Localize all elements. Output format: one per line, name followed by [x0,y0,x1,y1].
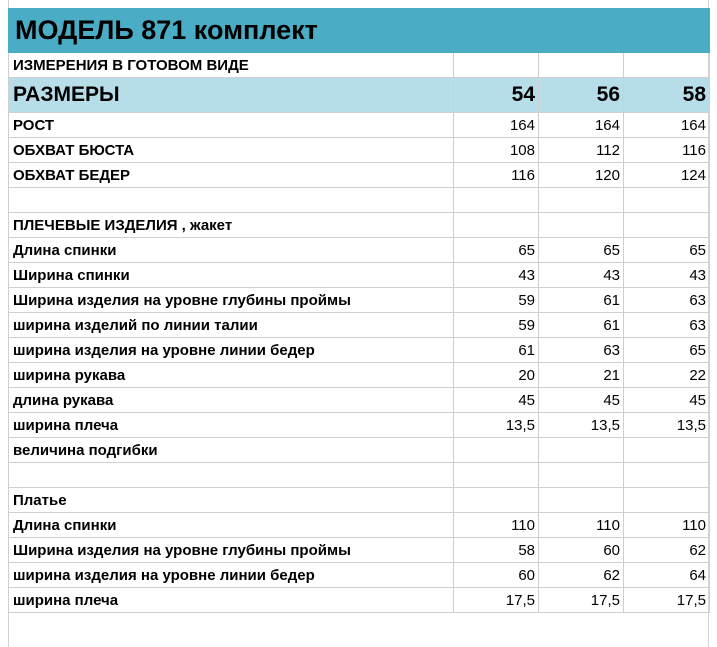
value-cell[interactable]: 63 [624,313,710,338]
value-cell[interactable] [454,488,539,513]
value-cell[interactable]: 43 [454,263,539,288]
row-label[interactable]: величина подгибки [9,438,454,463]
table-row [9,213,710,238]
row-label[interactable]: РОСТ [9,113,454,138]
value-cell[interactable]: 164 [454,113,539,138]
value-cell[interactable]: 17,5 [454,588,539,613]
value-cell[interactable] [539,438,624,463]
table-row [9,563,710,588]
value-cell[interactable]: 65 [454,238,539,263]
value-cell[interactable] [539,463,624,488]
value-cell[interactable]: 45 [624,388,710,413]
row-label[interactable]: ширина изделия на уровне линии бедер [9,563,454,588]
value-cell[interactable]: 61 [539,288,624,313]
value-cell[interactable] [454,463,539,488]
value-cell[interactable]: 22 [624,363,710,388]
measurements-table [8,8,710,613]
row-label[interactable]: ОБХВАТ БЮСТА [9,138,454,163]
value-cell[interactable]: 13,5 [454,413,539,438]
value-cell[interactable] [454,213,539,238]
value-cell[interactable] [539,188,624,213]
table-row [9,538,710,563]
value-cell[interactable] [539,213,624,238]
table-row [9,413,710,438]
row-label[interactable]: ширина рукава [9,363,454,388]
row-label[interactable]: ширина изделий по линии талии [9,313,454,338]
table-row [9,113,710,138]
value-cell[interactable]: 164 [624,113,710,138]
model-title[interactable]: МОДЕЛЬ 871 комплект [9,9,710,53]
value-cell[interactable]: 45 [539,388,624,413]
row-label[interactable] [9,463,454,488]
subtitle-cell[interactable]: ИЗМЕРЕНИЯ В ГОТОВОМ ВИДЕ [9,53,454,78]
value-cell[interactable]: 59 [454,288,539,313]
value-cell[interactable]: 164 [539,113,624,138]
table-row [9,288,710,313]
row-label[interactable]: ПЛЕЧЕВЫЕ ИЗДЕЛИЯ , жакет [9,213,454,238]
table-row [9,438,710,463]
subtitle-row [9,53,710,78]
value-cell[interactable]: 108 [454,138,539,163]
value-cell[interactable]: 116 [454,163,539,188]
value-cell[interactable]: 63 [539,338,624,363]
row-label[interactable]: длина рукава [9,388,454,413]
empty-cell[interactable] [539,53,624,78]
value-cell[interactable]: 64 [624,563,710,588]
empty-cell[interactable] [624,53,710,78]
value-cell[interactable]: 45 [454,388,539,413]
empty-cell[interactable] [454,53,539,78]
value-cell[interactable]: 61 [539,313,624,338]
value-cell[interactable]: 17,5 [624,588,710,613]
table-row [9,588,710,613]
value-cell[interactable] [539,488,624,513]
sizes-row [9,78,710,113]
row-label[interactable]: ширина плеча [9,588,454,613]
row-label[interactable] [9,188,454,213]
row-label[interactable]: ширина плеча [9,413,454,438]
value-cell[interactable]: 43 [624,263,710,288]
value-cell[interactable]: 112 [539,138,624,163]
value-cell[interactable]: 61 [454,338,539,363]
value-cell[interactable]: 65 [624,238,710,263]
value-cell[interactable]: 65 [624,338,710,363]
value-cell[interactable]: 110 [624,513,710,538]
table-row [9,313,710,338]
row-label[interactable]: ОБХВАТ БЕДЕР [9,163,454,188]
size-56[interactable]: 56 [539,78,624,113]
value-cell[interactable] [624,438,710,463]
row-label[interactable]: Платье [9,488,454,513]
value-cell[interactable]: 21 [539,363,624,388]
row-label[interactable]: Ширина спинки [9,263,454,288]
value-cell[interactable]: 65 [539,238,624,263]
value-cell[interactable] [454,438,539,463]
size-58[interactable]: 58 [624,78,710,113]
title-row [9,9,710,53]
row-label[interactable]: ширина изделия на уровне линии бедер [9,338,454,363]
table-row [9,488,710,513]
value-cell[interactable]: 63 [624,288,710,313]
value-cell[interactable]: 60 [454,563,539,588]
table-row [9,388,710,413]
value-cell[interactable] [624,488,710,513]
row-label[interactable]: Длина спинки [9,513,454,538]
row-label[interactable]: Ширина изделия на уровне глубины проймы [9,538,454,563]
value-cell[interactable]: 120 [539,163,624,188]
value-cell[interactable]: 110 [454,513,539,538]
size-54[interactable]: 54 [454,78,539,113]
value-cell[interactable]: 110 [539,513,624,538]
value-cell[interactable]: 59 [454,313,539,338]
table-row [9,163,710,188]
table-row [9,188,710,213]
value-cell[interactable]: 43 [539,263,624,288]
table-row [9,263,710,288]
row-label[interactable]: Длина спинки [9,238,454,263]
value-cell[interactable]: 58 [454,538,539,563]
value-cell[interactable]: 17,5 [539,588,624,613]
value-cell[interactable] [454,188,539,213]
value-cell[interactable]: 13,5 [539,413,624,438]
value-cell[interactable]: 62 [624,538,710,563]
table-row [9,513,710,538]
value-cell[interactable]: 116 [624,138,710,163]
table-row [9,338,710,363]
value-cell[interactable] [624,188,710,213]
value-cell[interactable]: 62 [539,563,624,588]
value-cell[interactable] [624,213,710,238]
value-cell[interactable]: 13,5 [624,413,710,438]
table-row [9,463,710,488]
value-cell[interactable]: 124 [624,163,710,188]
value-cell[interactable]: 60 [539,538,624,563]
row-label[interactable]: Ширина изделия на уровне глубины проймы [9,288,454,313]
sizes-label[interactable]: РАЗМЕРЫ [9,78,454,113]
table-row [9,238,710,263]
table-row [9,138,710,163]
table-row [9,363,710,388]
value-cell[interactable] [624,463,710,488]
value-cell[interactable]: 20 [454,363,539,388]
